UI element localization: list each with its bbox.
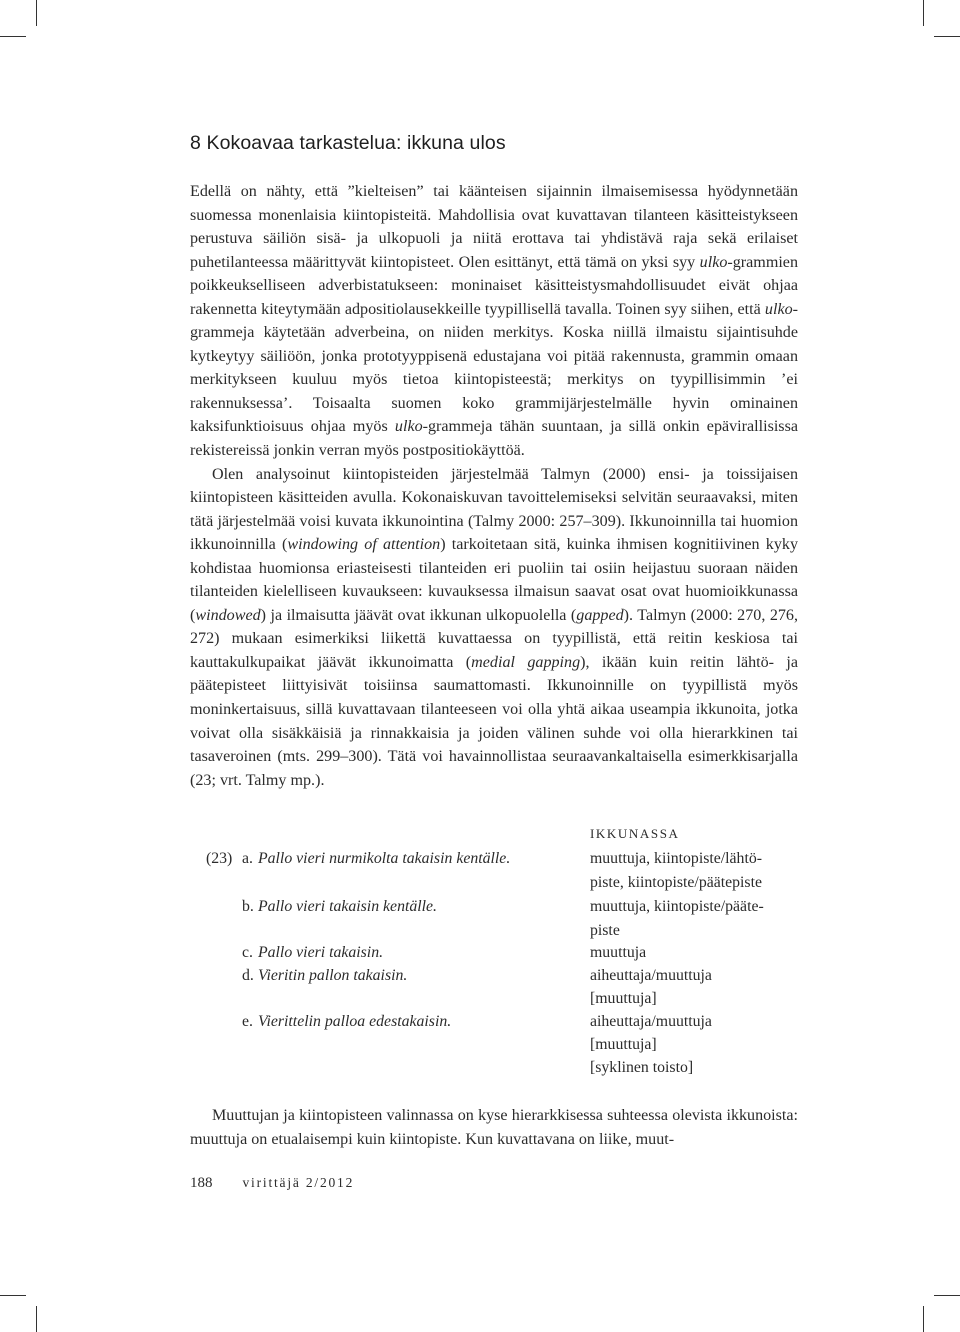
example-sentence: Vieritin pallon takaisin. (258, 967, 408, 984)
example-letter: a. (242, 850, 253, 867)
example-letter: c. (242, 944, 253, 961)
example-window-value: aiheuttaja/muuttuja (590, 1013, 712, 1030)
example-line (190, 967, 800, 991)
example-line (190, 1036, 800, 1060)
example-letter: e. (242, 1013, 253, 1030)
example-window-value: muuttuja (590, 944, 647, 961)
paragraph-2 (190, 463, 798, 793)
text-run: Muuttujan ja kiintopisteen valinnassa on kyse hierarkkisessa suhteessa olevista ikkunoista: muuttuja on etualaisempi kuin kiintopiste. Kun kuvattavana on liike, muut- (190, 1107, 798, 1148)
italic-term: gapped (576, 606, 624, 624)
text-run: -grammeja käytetään adverbeina, on niiden merkitys. Koska niillä ilmaistu sijaintisuhde kytkeytyy säiliöön, jonka prototyyppisenä edustajana voi pitää rakennusta, grammin omaan merkitykseen kuuluu myös tietoa kiintopisteestä; merkitys on tyypillisimmin ’ei rakennuksessa’. Toisaalta suomen koko grammijärjestelmälle hyvin ominainen kaksifunktioisuus ohjaa myös (190, 300, 798, 436)
text-run: ). Talmyn (2000: 270, 276, 272) mukaan esimerkiksi liikettä kuvattaessa on tyypillistä, että reitin keskiosa tai kauttakulkupaikat jäävät ikkunoimatta ( (190, 606, 798, 671)
example-sentence: Vierittelin palloa edestakaisin. (258, 1013, 452, 1030)
example-window-value: muuttuja, kiintopiste/pääte- (590, 898, 764, 915)
example-letter: b. (242, 898, 254, 915)
example-line (190, 990, 800, 1014)
example-window-value: [muuttuja] (590, 1036, 657, 1053)
paragraph-3 (190, 1104, 798, 1151)
example-line (190, 1013, 800, 1037)
example-number: (23) (206, 850, 233, 867)
journal-name: virittäjä 2/2012 (242, 1175, 355, 1190)
example-line (190, 850, 800, 874)
italic-term: medial gapping (471, 653, 581, 671)
text-run: ) tarkoitetaan sitä, kuinka ihmisen kognitiivinen kyky kohdistaa huomionsa eriasteisesti tilanteiden eri puoliin tai osiin heijastuu suoraan näiden tilanteiden kielelliseen kuvaukseen: kuvauksessa ilmaisun saavat osat ovat huomioikkunassa ( (190, 536, 798, 624)
example-window-value: muuttuja, kiintopiste/lähtö- (590, 850, 762, 867)
body-text-top (190, 180, 798, 792)
crop-mark-left-top (0, 36, 26, 37)
crop-mark-left-bottom (0, 1295, 26, 1296)
crop-mark-top-right (923, 0, 924, 26)
example-window-value: aiheuttaja/muuttuja (590, 967, 712, 984)
example-line (190, 1059, 800, 1083)
page-number: 188 (190, 1175, 213, 1191)
example-23 (190, 826, 800, 1086)
italic-term: ulko (699, 253, 728, 271)
crop-mark-right-top (934, 36, 960, 37)
example-column-header: IKKUNASSA (590, 826, 680, 841)
italic-term: windowing of attention (287, 536, 441, 554)
example-window-value: piste (590, 922, 620, 939)
text-run: Edellä on nähty, että ”kielteisen” tai käänteisen sijainnin ilmaisemisessa hyödynnetään suomessa monenlaisia kiintopisteitä. Mahdollisia ovat kuvattavan tilanteen käsitteistykseen perustuva säiliön sisä- ja ulkopuoli ja niitä erottava tai yhdistävä raja sekä erilaiset puhetilanteessa määrittyvät kiintopisteet. Olen esittänyt, että tämä on yksi syy (190, 183, 798, 271)
example-window-value: [muuttuja] (590, 990, 657, 1007)
text-run: -grammeja tähän suuntaan, ja sillä onkin epävirallisissa rekistereissä jonkin verran myös postpositiokäyttöä. (190, 418, 798, 460)
example-sentence: Pallo vieri takaisin kentälle. (258, 898, 437, 915)
example-window-value: piste, kiintopiste/päätepiste (590, 874, 762, 891)
paragraph-1 (190, 180, 798, 463)
italic-term: ulko (394, 418, 423, 436)
example-window-value: [syklinen toisto] (590, 1059, 694, 1076)
example-line (190, 922, 800, 946)
example-sentence: Pallo vieri nurmikolta takaisin kentälle. (258, 850, 511, 867)
example-line (190, 874, 800, 898)
text-run: -grammien poikkeukselliseen adverbistatukseen: moninaiset käsitteistysmahdollisuudet eivät ohjaa rakennetta kiteytymään adpositiolausekkeille tyypillisellä tavalla. Toinen syy siihen, että (190, 253, 798, 318)
crop-mark-bottom-left (36, 1306, 37, 1332)
crop-mark-top-left (36, 0, 37, 26)
italic-term: ulko (764, 300, 793, 318)
text-run: ), ikään kuin reitin lähtö- ja päätepisteet liittyisivät toisiinsa saumattomasti. Ikkunoinnille on tyypillistä myös moninkertaisuus, sillä kuvattavaan tilanteeseen voi olla yhtä aikaa useampia ikkunoita, jotka voivat olla sisäkkäisiä ja rinnakkaisia ja joiden välinen suhde voi olla hierarkkinen tai tasaveroinen (mts. 299–300). Tätä voi havainnollistaa seuraavankaltaisella esimerkkisarjalla (23; vrt. Talmy mp.). (190, 653, 799, 789)
example-line (190, 898, 800, 922)
crop-mark-right-bottom (934, 1295, 960, 1296)
example-letter: d. (242, 967, 254, 984)
text-run: ) ja ilmaisutta jäävät ovat ikkunan ulkopuolella ( (260, 606, 577, 624)
section-heading: 8 Kokoavaa tarkastelua: ikkuna ulos (190, 132, 506, 154)
text-run: Olen analysoinut kiintopisteiden järjestelmää Talmyn (2000) ensi- ja toissijaisen kiintopisteen käsitteiden avulla. Kokonaiskuvan tavoittelemiseksi selvitän seuraavaksi, miten tätä järjestelmää voisi kuvata ikkunointina (Talmy 2000: 257–309). Ikkunoinnilla tai huomion ikkunoinnilla ( (190, 465, 798, 554)
crop-mark-bottom-right (923, 1306, 924, 1332)
example-line (190, 944, 800, 968)
example-sentence: Pallo vieri takaisin. (258, 944, 384, 961)
italic-term: windowed (195, 606, 261, 624)
body-text-bottom (190, 1104, 798, 1151)
page-footer (190, 1175, 354, 1192)
